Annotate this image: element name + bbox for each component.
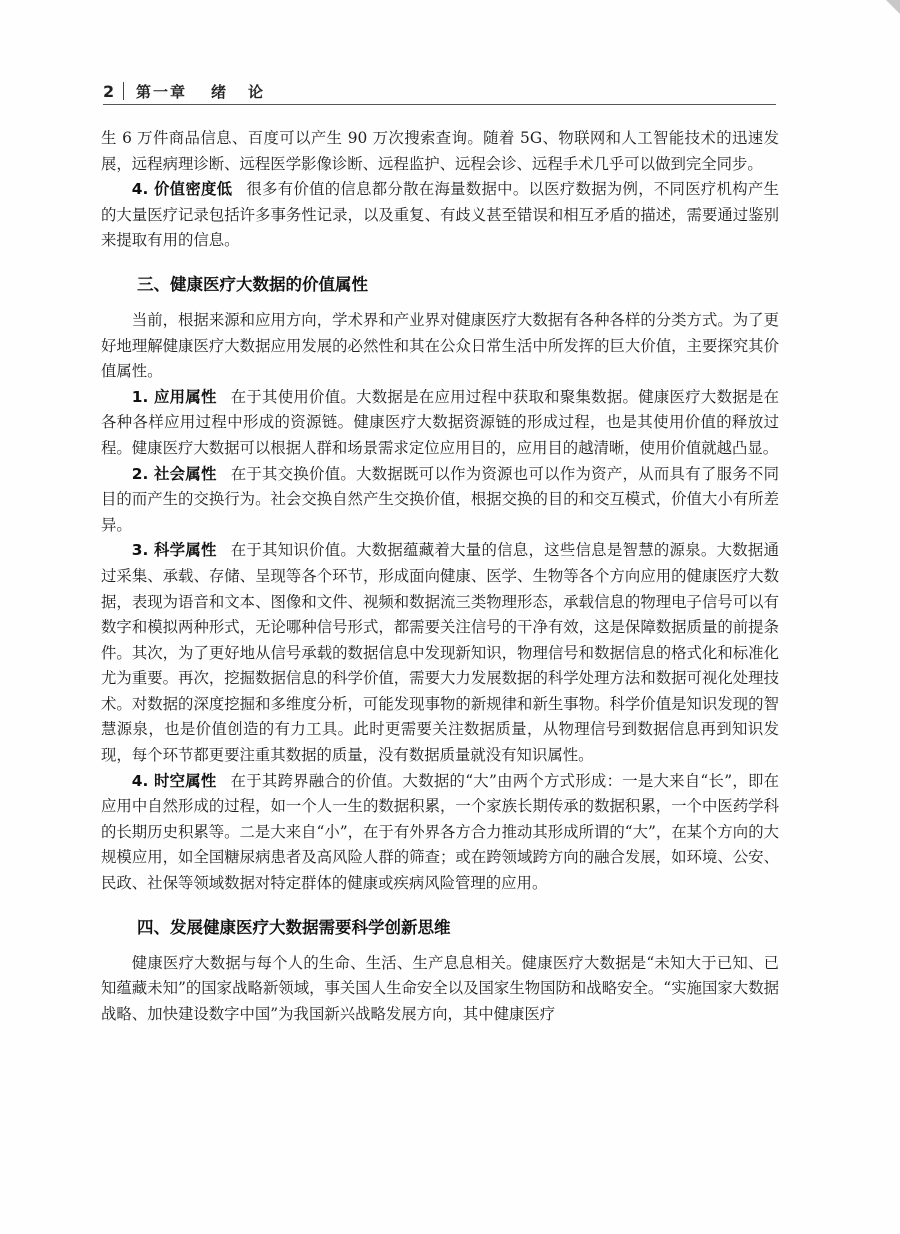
header-divider <box>123 82 124 100</box>
paragraph-social-attribute <box>101 462 779 539</box>
item-text: 在于其跨界融合的价值。大数据的“大”由两个方式形成：一是大来自“长”，即在应用中自然形成的过程，如一个人一生的数据积累，一个家族长期传承的数据积累，一个中医药学科的长期历史积累等。二是大来自“小”，在于有外界各方合力推动其形成所谓的“大”，在某个方向的大规模应用，如全国糖尿病患者及高风险人群的筛查；或在跨领域跨方向的融合发展，如环境、公安、民政、社保等领域数据对特定群体的健康或疾病风险管理的应用。 <box>101 771 779 893</box>
chapter-label: 第一章 <box>136 82 188 101</box>
item-lead: 3. 科学属性 <box>131 541 217 560</box>
running-header <box>103 78 776 105</box>
paragraph-continued: 生 6 万件商品信息、百度可以产生 90 万次搜索查询。随着 5G、物联网和人工智能技术的迅速发展，远程病理诊断、远程医学影像诊断、远程监护、远程会诊、远程手术几乎可以做到完全同步。 <box>101 129 779 173</box>
section-heading-4: 四、发展健康医疗大数据需要科学创新思维 <box>137 917 451 937</box>
chapter-title: 绪论 <box>211 82 286 101</box>
item-lead: 1. 应用属性 <box>131 387 217 406</box>
paragraph-application-attribute <box>101 385 779 462</box>
item-text: 在于其交换价值。大数据既可以作为资源也可以作为资产，从而具有了服务不同目的而产生的交换行为。社会交换自然产生交换价值，根据交换的目的和交互模式，价值大小有所差异。 <box>101 464 779 534</box>
page-number: 2 <box>103 81 115 101</box>
section-3-intro: 当前，根据来源和应用方向，学术界和产业界对健康医疗大数据有各种各样的分类方式。为了更好地理解健康医疗大数据应用发展的必然性和其在公众日常生活中所发挥的巨大价值，主要探究其价值属性。 <box>101 310 779 381</box>
paragraph-science-attribute <box>101 538 779 768</box>
paragraph-spacetime-attribute <box>101 769 779 897</box>
page-corner-mark <box>886 0 900 14</box>
paragraph-value-density <box>101 177 779 254</box>
section-4-intro: 健康医疗大数据与每个人的生命、生活、生产息息相关。健康医疗大数据是“未知大于已知、已知蕴藏未知”的国家战略新领域，事关国人生命安全以及国家生物国防和战略安全。“实施国家大数据战略、加快建设数字中国”为我国新兴战略发展方向，其中健康医疗 <box>101 953 779 1023</box>
page-body <box>101 126 779 1027</box>
item-text: 在于其知识价值。大数据蕴藏着大量的信息，这些信息是智慧的源泉。大数据通过采集、承载、存储、呈现等各个环节，形成面向健康、医学、生物等各个方向应用的健康医疗大数据，表现为语音和文本、图像和文件、视频和数据流三类物理形态，承载信息的物理电子信号可以有数字和模拟两种形式，无论哪种信号形式，都需要关注信号的干净有效，这是保障数据质量的前提条件。其次，为了更好地从信号承载的数据信息中发现新知识，物理信号和数据信息的格式化和标准化尤为重要。再次，挖掘数据信息的科学价值，需要大力发展数据的科学处理方法和数据可视化处理技术。对数据的深度挖掘和多维度分析，可能发现事物的新规律和新生事物。科学价值是知识发现的智慧源泉，也是价值创造的有力工具。此时更需要关注数据质量，从物理信号到数据信息再到知识发现，每个环节都更要注重其数据的质量，没有数据质量就没有知识属性。 <box>101 541 779 765</box>
item-text: 很多有价值的信息都分散在海量数据中。以医疗数据为例，不同医疗机构产生的大量医疗记录包括许多事务性记录，以及重复、有歧义甚至错误和相互矛盾的描述，需要通过鉴别来提取有用的信息。 <box>101 180 779 250</box>
item-lead: 4. 价值密度低 <box>131 180 233 199</box>
item-lead: 2. 社会属性 <box>131 464 217 483</box>
item-text: 在于其使用价值。大数据是在应用过程中获取和聚集数据。健康医疗大数据是在各种各样应用过程中形成的资源链。健康医疗大数据资源链的形成过程，也是其使用价值的释放过程。健康医疗大数据可以根据人群和场景需求定位应用目的，应用目的越清晰，使用价值就越凸显。 <box>101 387 779 457</box>
item-lead: 4. 时空属性 <box>131 771 217 790</box>
section-heading-3: 三、健康医疗大数据的价值属性 <box>137 274 368 294</box>
